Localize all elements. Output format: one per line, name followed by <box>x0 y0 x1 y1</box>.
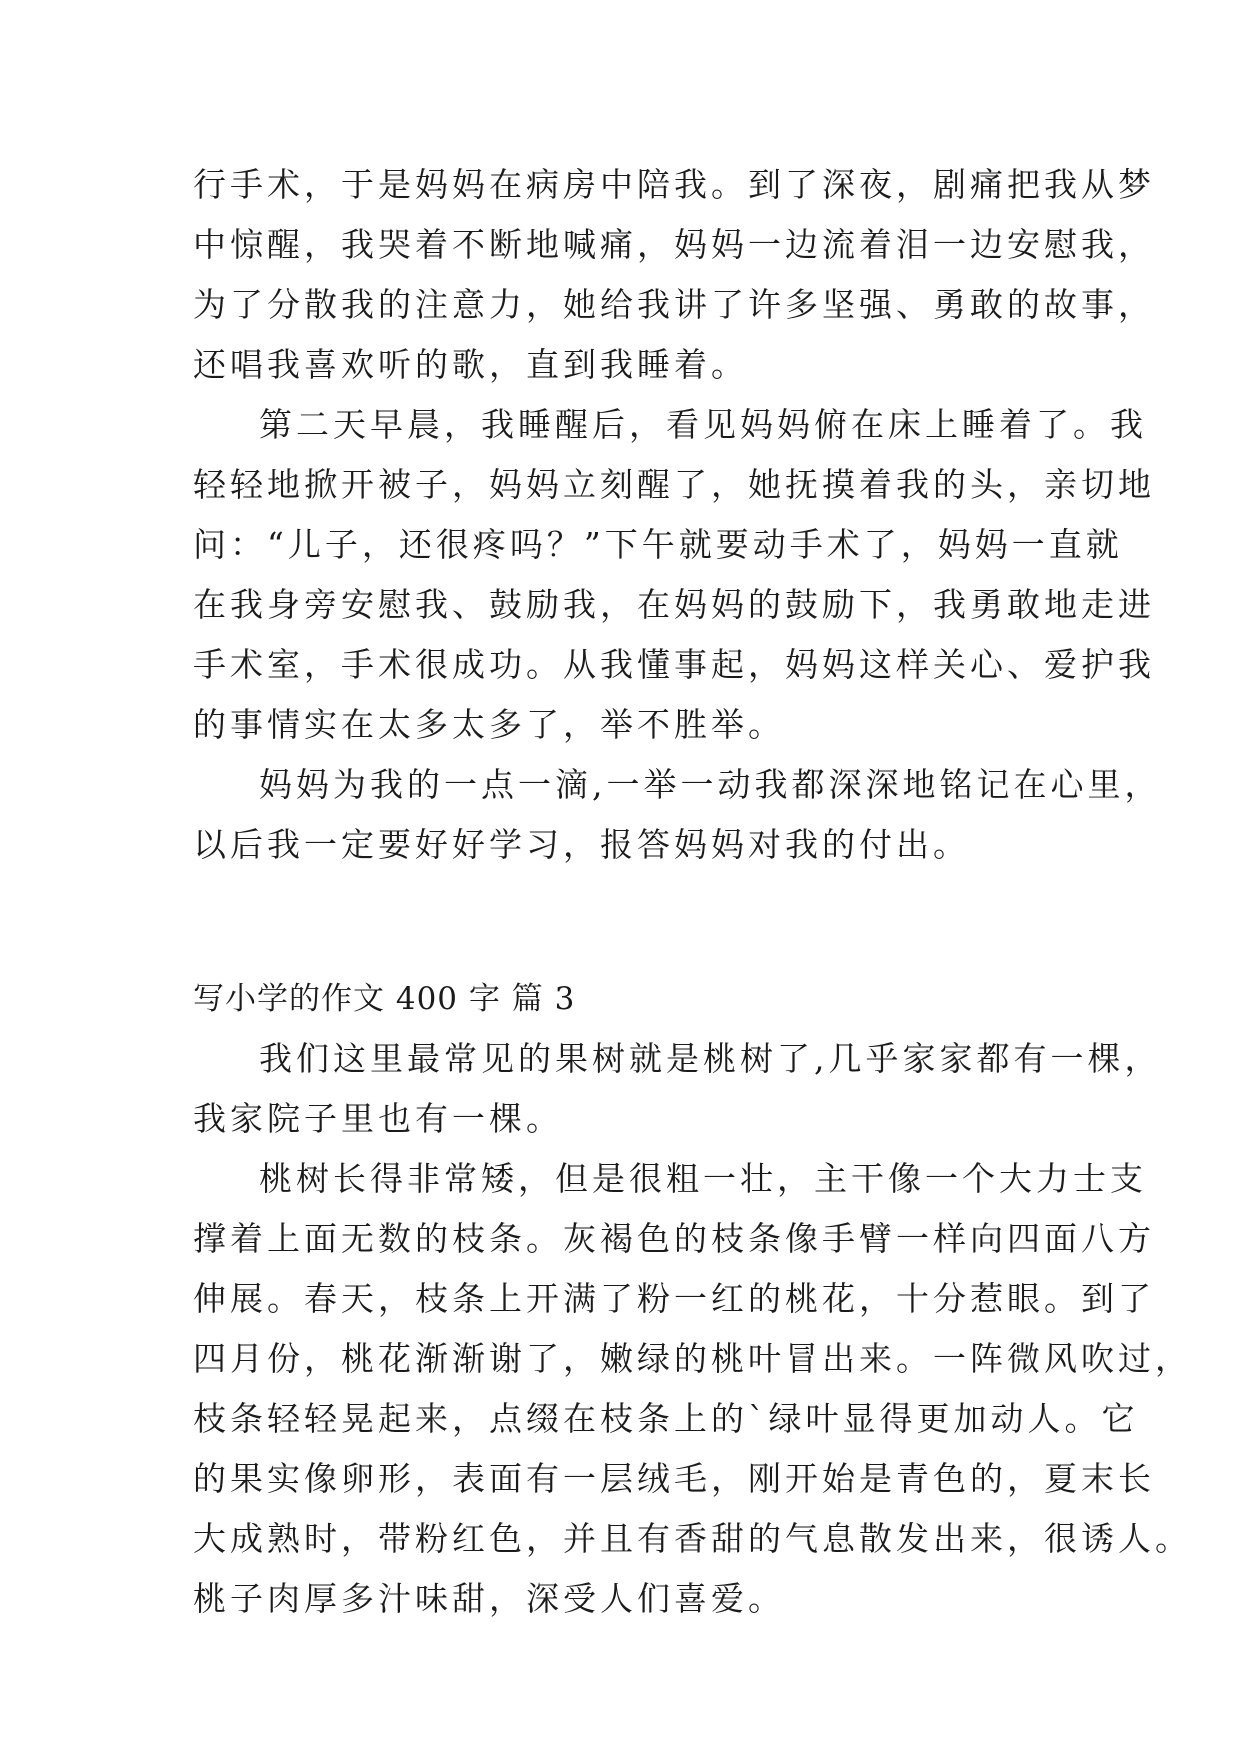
paragraph <box>193 395 1155 755</box>
text-line: 大成熟时，带粉红色，并且有香甜的气息散发出来，很诱人。 <box>193 1519 1192 1558</box>
paragraph <box>193 755 1162 875</box>
section-heading: 写小学的作文 400 字 篇 3 <box>193 981 576 1017</box>
paragraph <box>193 1029 1162 1149</box>
text-line: 为了分散我的注意力，她给我讲了许多坚强、勇敢的故事， <box>193 285 1155 324</box>
text-line: 手术室，手术很成功。从我懂事起，妈妈这样关心、爱护我 <box>193 645 1155 684</box>
paragraph <box>193 155 1155 395</box>
text-line: 四月份，桃花渐渐谢了，嫩绿的桃叶冒出来。一阵微风吹过， <box>193 1339 1192 1378</box>
text-line: 问：“儿子，还很疼吗？”下午就要动手术了，妈妈一直就 <box>193 525 1123 564</box>
text-line: 桃树长得非常矮，但是很粗一壮，主干像一个大力士支 <box>259 1159 1147 1198</box>
text-line: 轻轻地掀开被子，妈妈立刻醒了，她抚摸着我的头，亲切地 <box>193 465 1155 504</box>
text-line: 第二天早晨，我睡醒后，看见妈妈俯在床上睡着了。我 <box>259 405 1147 444</box>
text-line: 我家院子里也有一棵。 <box>193 1099 563 1138</box>
text-line: 撑着上面无数的枝条。灰褐色的枝条像手臂一样向四面八方 <box>193 1219 1155 1258</box>
text-line: 的果实像卵形，表面有一层绒毛，刚开始是青色的，夏末长 <box>193 1459 1155 1498</box>
text-line: 以后我一定要好好学习，报答妈妈对我的付出。 <box>193 825 970 864</box>
text-line: 我们这里最常见的果树就是桃树了,几乎家家都有一棵， <box>259 1039 1162 1078</box>
text-line: 枝条轻轻晃起来，点缀在枝条上的`绿叶显得更加动人。它 <box>193 1399 1139 1438</box>
text-line: 桃子肉厚多汁味甜，深受人们喜爱。 <box>193 1579 785 1618</box>
text-line: 在我身旁安慰我、鼓励我，在妈妈的鼓励下，我勇敢地走进 <box>193 585 1155 624</box>
text-line: 伸展。春天，枝条上开满了粉一红的桃花，十分惹眼。到了 <box>193 1279 1155 1318</box>
text-line: 还唱我喜欢听的歌，直到我睡着。 <box>193 345 748 384</box>
text-line: 的事情实在太多太多了，举不胜举。 <box>193 705 785 744</box>
text-line: 中惊醒，我哭着不断地喊痛，妈妈一边流着泪一边安慰我， <box>193 225 1155 264</box>
document-body <box>193 155 1192 1629</box>
text-line: 妈妈为我的一点一滴,一举一动我都深深地铭记在心里， <box>259 765 1162 804</box>
text-line: 行手术，于是妈妈在病房中陪我。到了深夜，剧痛把我从梦 <box>193 165 1155 204</box>
paragraph <box>193 1149 1192 1629</box>
section-spacer <box>193 875 1063 969</box>
